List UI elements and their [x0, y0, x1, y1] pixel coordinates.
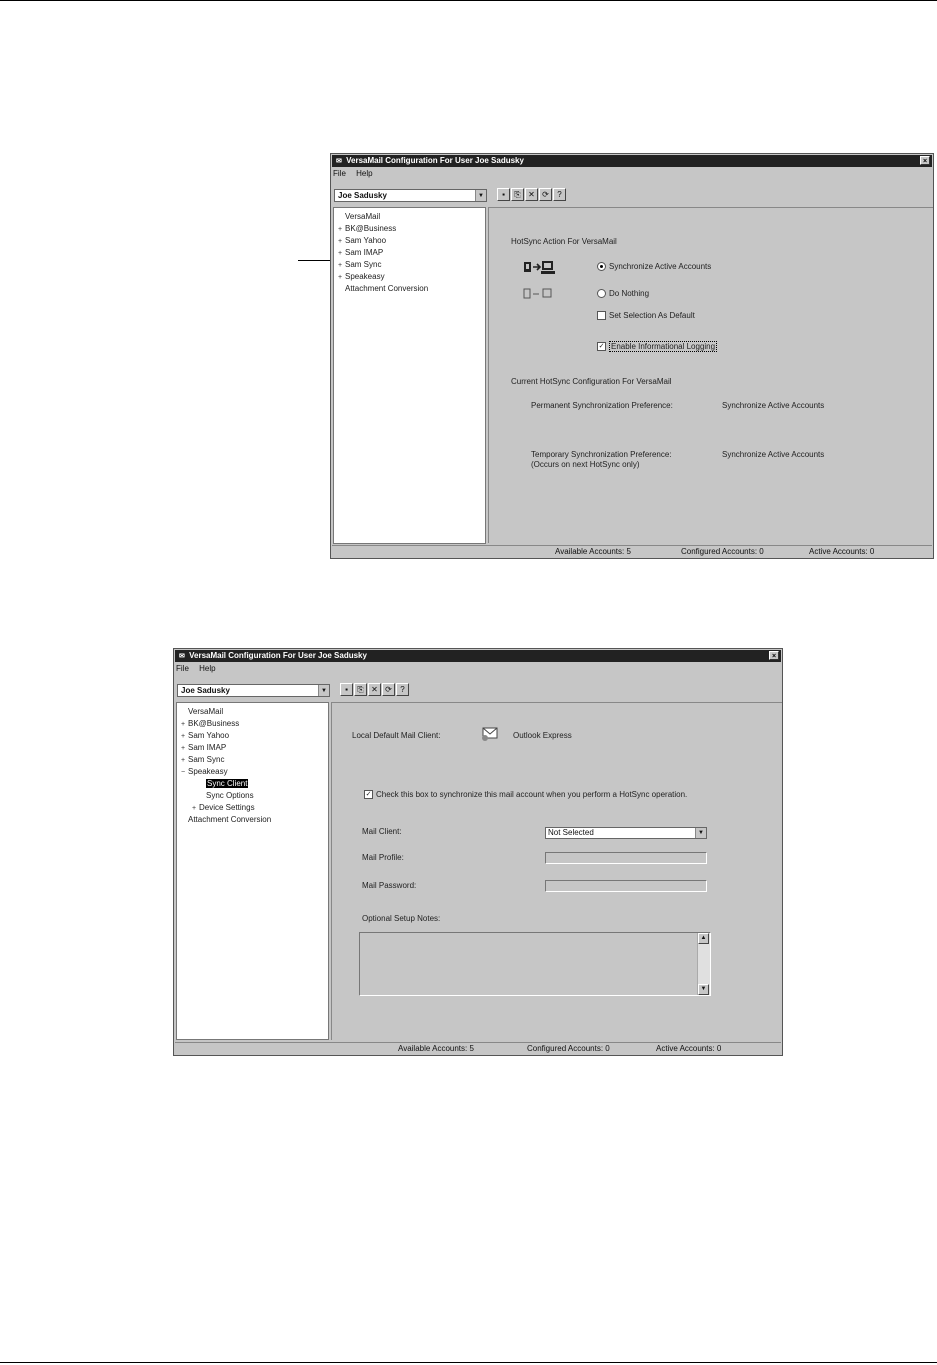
radio-indicator[interactable] — [597, 262, 606, 271]
status-bar — [332, 545, 932, 557]
checkbox-indicator[interactable] — [597, 311, 606, 320]
callout-line — [298, 260, 334, 261]
radio-indicator[interactable] — [597, 289, 606, 298]
user-select-value: Joe Sadusky — [338, 191, 387, 200]
permanent-pref-label: Permanent Synchronization Preference: — [531, 401, 673, 410]
status-configured: Configured Accounts: 0 — [681, 547, 764, 556]
help-icon[interactable]: ? — [396, 683, 409, 696]
mail-password-label: Mail Password: — [362, 881, 417, 890]
sync-client-panel — [331, 702, 782, 1040]
save-icon[interactable]: ▪ — [340, 683, 353, 696]
setup-notes-field[interactable] — [359, 932, 711, 996]
menu-help[interactable]: Help — [356, 169, 373, 178]
status-configured: Configured Accounts: 0 — [527, 1044, 610, 1053]
chevron-down-icon[interactable]: ▼ — [695, 828, 706, 838]
toolbar — [340, 683, 410, 697]
sync-icon[interactable]: ⟳ — [382, 683, 395, 696]
radio-sync-active[interactable]: Synchronize Active Accounts — [597, 262, 711, 271]
hotsync-group-label: HotSync Action For VersaMail — [511, 237, 617, 246]
tree-item[interactable]: + Sam Sync — [338, 260, 382, 269]
menu-file[interactable]: File — [176, 664, 189, 673]
tree-item[interactable]: Sync Options — [206, 791, 254, 800]
temporary-pref-note: (Occurs on next HotSync only) — [531, 460, 640, 469]
config-group-label: Current HotSync Configuration For VersaMail — [511, 377, 672, 386]
tree-item[interactable]: + Sam IMAP — [338, 248, 384, 257]
mail-profile-field[interactable] — [545, 852, 707, 864]
checkbox-indicator[interactable]: ✓ — [365, 791, 372, 799]
permanent-pref-value: Synchronize Active Accounts — [722, 401, 825, 410]
close-button[interactable]: × — [920, 156, 930, 165]
temporary-pref-label: Temporary Synchronization Preference: — [531, 450, 672, 459]
bottom-rule — [0, 1362, 937, 1363]
tree-item[interactable]: + Sam IMAP — [181, 743, 227, 752]
tree-item-sync-client[interactable]: Sync Client — [207, 779, 248, 788]
checkbox-sync-account[interactable]: ✓ Check this box to synchronize this mail account when you perform a HotSync operation. — [365, 790, 688, 799]
window-title: VersaMail Configuration For User Joe Sadusky — [346, 156, 524, 165]
tree-item[interactable]: + BK@Business — [338, 224, 397, 233]
copy-icon[interactable]: ⎘ — [354, 683, 367, 696]
tree-item[interactable]: + Speakeasy — [338, 272, 385, 281]
setup-notes-label: Optional Setup Notes: — [362, 914, 441, 923]
tree-item[interactable]: VersaMail — [345, 212, 381, 221]
mail-client-select[interactable] — [545, 827, 707, 839]
hotsync-panel — [488, 207, 933, 543]
close-button[interactable]: × — [769, 651, 779, 660]
sync-device-icon — [523, 260, 557, 276]
radio-do-nothing[interactable]: Do Nothing — [597, 289, 649, 298]
status-bar — [175, 1042, 781, 1054]
mail-client-value: Not Selected — [548, 828, 594, 837]
checkbox-indicator[interactable]: ✓ — [598, 343, 605, 351]
config-window-sync-client — [173, 648, 783, 1056]
status-active: Active Accounts: 0 — [656, 1044, 722, 1053]
chevron-down-icon[interactable]: ▼ — [475, 190, 486, 201]
copy-icon[interactable]: ⎘ — [511, 188, 524, 201]
user-select[interactable] — [177, 684, 330, 697]
user-select-value: Joe Sadusky — [181, 686, 230, 695]
tree-item[interactable]: + Sam Yahoo — [338, 236, 387, 245]
notes-scrollbar[interactable] — [697, 933, 710, 995]
mail-client-label: Mail Client: — [362, 827, 402, 836]
help-icon[interactable]: ? — [553, 188, 566, 201]
scroll-down-icon[interactable]: ▼ — [698, 984, 709, 995]
tree-item[interactable]: + Sam Yahoo — [181, 731, 230, 740]
save-icon[interactable]: ▪ — [497, 188, 510, 201]
toolbar — [497, 188, 567, 202]
menu-bar — [333, 168, 381, 179]
status-available: Available Accounts: 5 — [398, 1044, 474, 1053]
sync-icon[interactable]: ⟳ — [539, 188, 552, 201]
status-active: Active Accounts: 0 — [809, 547, 875, 556]
tree-item[interactable]: + Device Settings — [192, 803, 255, 812]
no-sync-icon — [523, 288, 553, 300]
checkbox-enable-logging[interactable]: ✓ Enable Informational Logging — [598, 342, 716, 351]
app-icon: ✉ — [179, 653, 185, 660]
mail-profile-label: Mail Profile: — [362, 853, 404, 862]
title-bar — [175, 650, 781, 662]
tree-item[interactable]: + BK@Business — [181, 719, 240, 728]
delete-icon[interactable]: ✕ — [525, 188, 538, 201]
config-window-hotsync — [330, 153, 934, 559]
tree-item[interactable]: Attachment Conversion — [345, 284, 429, 293]
delete-icon[interactable]: ✕ — [368, 683, 381, 696]
mail-client-icon — [480, 724, 500, 742]
menu-file[interactable]: File — [333, 169, 346, 178]
checkbox-set-default[interactable]: Set Selection As Default — [597, 311, 695, 320]
local-default-value: Outlook Express — [513, 731, 572, 740]
title-bar — [332, 155, 932, 167]
local-default-label: Local Default Mail Client: — [352, 731, 441, 740]
account-tree — [176, 702, 329, 1040]
status-available: Available Accounts: 5 — [555, 547, 631, 556]
window-title: VersaMail Configuration For User Joe Sadusky — [189, 651, 367, 660]
scroll-up-icon[interactable]: ▲ — [698, 933, 709, 944]
menu-bar — [176, 663, 224, 674]
mail-password-field[interactable] — [545, 880, 707, 892]
temporary-pref-value: Synchronize Active Accounts — [722, 450, 825, 459]
tree-item[interactable]: − Speakeasy — [181, 767, 228, 776]
user-select[interactable] — [334, 189, 487, 202]
app-icon: ✉ — [336, 158, 342, 165]
chevron-down-icon[interactable]: ▼ — [318, 685, 329, 696]
tree-item[interactable]: + Sam Sync — [181, 755, 225, 764]
account-tree — [333, 207, 486, 544]
top-rule — [0, 0, 937, 1]
tree-item[interactable]: VersaMail — [188, 707, 224, 716]
tree-item[interactable]: Attachment Conversion — [188, 815, 272, 824]
menu-help[interactable]: Help — [199, 664, 216, 673]
